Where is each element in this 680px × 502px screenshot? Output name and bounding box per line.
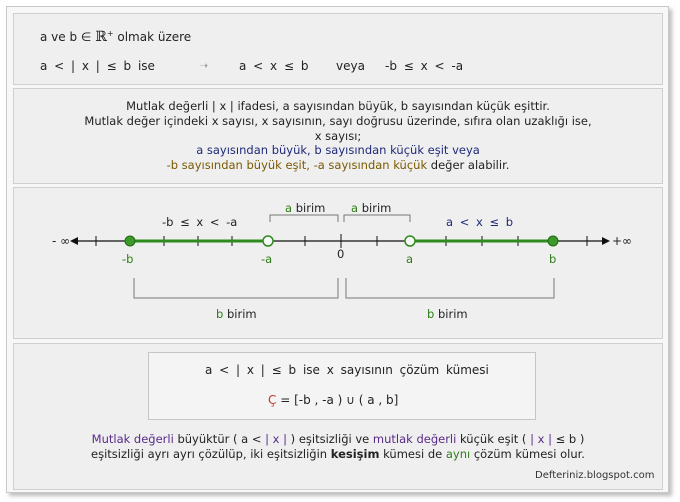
b-label: b	[549, 252, 557, 266]
b-unit-bracket-right	[346, 278, 554, 298]
abs-x-1: | x |	[265, 432, 288, 446]
neg-b-closed-point	[125, 236, 135, 246]
positive-infinity-label: +∞	[612, 234, 633, 248]
implies-arrow-icon: ➝	[199, 59, 209, 72]
b-unit-label-left: b birim	[216, 307, 257, 321]
explanation-line-2: Mutlak değer içindeki x sayısı, x sayısının, sayı doğrusu üzerinde, sıfıra olan uzaklığı ise,	[84, 114, 592, 128]
zero-label: 0	[337, 247, 345, 261]
right-arrow-icon	[602, 237, 610, 245]
less-equal-b-text: b sayısından küçük eşit veya	[314, 143, 480, 157]
solution-set-symbol: Ç	[268, 393, 277, 407]
explanation-line-1: Mutlak değerli | x | ifadesi, a sayısından büyük, b sayısından küçük eşittir.	[126, 99, 550, 113]
less-than-neg-a-text: -a sayısından küçük	[313, 158, 428, 172]
same-word: aynı	[445, 447, 471, 461]
negative-interval-inequality: -b ≤ x < -a	[385, 59, 464, 73]
left-interval-label: -b ≤ x < -a	[162, 215, 238, 229]
neg-a-open-point	[263, 236, 273, 246]
and-text: ) eşitsizliği ve	[290, 432, 370, 446]
greater-equal-neg-b-text: -b sayısından büyük eşit,	[166, 158, 310, 172]
close-text: ≤ b )	[555, 432, 585, 446]
a-unit-bracket-left	[270, 215, 338, 222]
solution-set-end-text: çözüm kümesi olur.	[473, 447, 585, 461]
bottom-line-2	[13, 447, 663, 461]
condition-suffix: olmak üzere	[117, 30, 192, 44]
greater-text: büyüktür ( a <	[177, 432, 262, 446]
premise-inequality: a < | x | ≤ b ise	[40, 59, 155, 73]
neg-a-label: -a	[261, 252, 273, 266]
right-interval-label: a < x ≤ b	[446, 215, 514, 229]
positive-superscript: +	[106, 29, 114, 38]
a-label: a	[406, 252, 414, 266]
b-closed-point	[548, 236, 558, 246]
neg-b-label: -b	[122, 252, 134, 266]
set-also-text: kümesi de	[383, 447, 443, 461]
a-unit-bracket-right	[344, 215, 410, 222]
intersection-word: kesişim	[330, 447, 380, 461]
solution-set-formula	[268, 393, 398, 407]
abs-x-2: | x |	[530, 432, 552, 446]
condition-text: a ve b ∈	[40, 30, 92, 44]
less-equal-text: küçük eşit (	[459, 432, 527, 446]
a-unit-label-left: a birim	[285, 201, 326, 215]
solve-separately-text: eşitsizliği ayrı ayrı çözülüp, iki eşitsizliğin	[91, 447, 328, 461]
bottom-line-1	[13, 432, 663, 446]
negative-infinity-label: - ∞	[52, 234, 71, 248]
real-numbers-symbol: ℝ	[95, 29, 107, 45]
a-open-point	[405, 236, 415, 246]
positive-interval-inequality: a < x ≤ b	[239, 59, 309, 73]
greater-than-a-text: a sayısından büyük,	[196, 143, 311, 157]
site-credit: Defteriniz.blogspot.com	[535, 470, 655, 481]
mutlak-degerli-1: Mutlak değerli	[91, 432, 174, 446]
solution-set-caption: a < | x | ≤ b ise x sayısının çözüm kümesi	[205, 363, 489, 377]
can-take-value-text: değer alabilir.	[430, 158, 510, 172]
or-text: veya	[336, 59, 365, 73]
b-unit-label-right: b birim	[427, 307, 468, 321]
left-arrow-icon	[70, 237, 78, 245]
mutlak-degerli-2: mutlak değerli	[372, 432, 457, 446]
a-unit-label-right: a birim	[351, 201, 392, 215]
b-unit-bracket-left	[134, 278, 338, 298]
solution-set-value: = [-b , -a ) ∪ ( a , b]	[280, 393, 399, 407]
explanation-line-3: x sayısı;	[314, 129, 362, 143]
